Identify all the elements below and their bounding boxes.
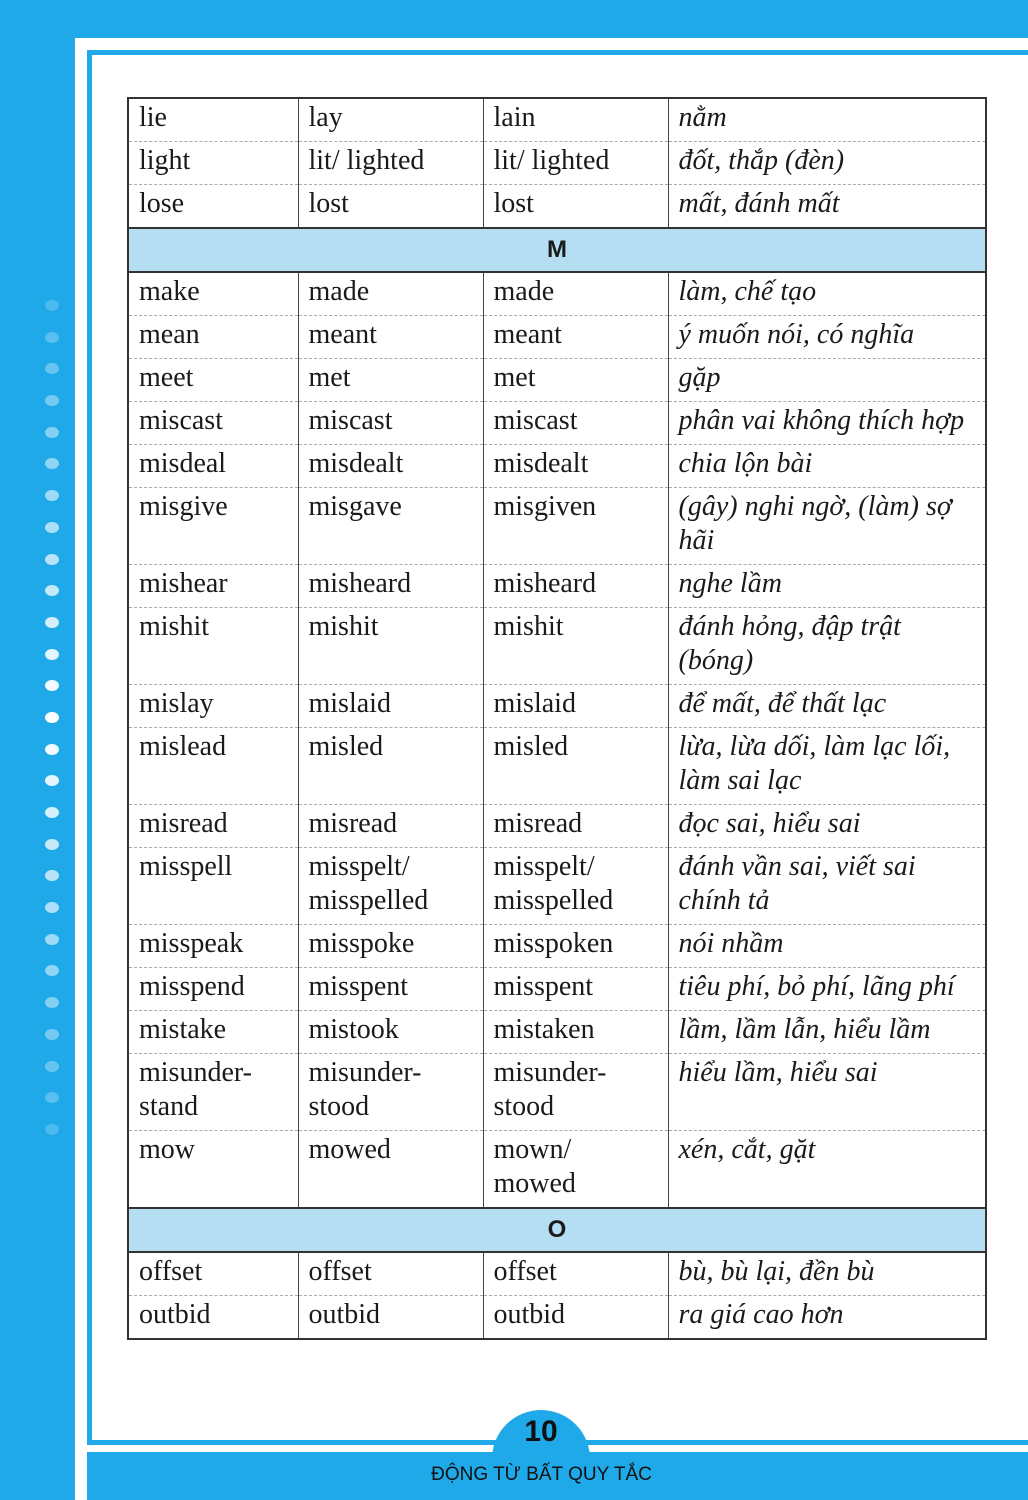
- past-participle-cell: met: [483, 359, 668, 402]
- dot-icon: [45, 1092, 59, 1103]
- table-row: [128, 316, 986, 359]
- dot-icon: [45, 1124, 59, 1135]
- dot-icon: [45, 775, 59, 786]
- dot-icon: [45, 680, 59, 691]
- base-form-cell: misread: [128, 805, 298, 848]
- dot-icon: [45, 617, 59, 628]
- base-form-cell: offset: [128, 1252, 298, 1296]
- table-row: [128, 272, 986, 316]
- table-row: [128, 488, 986, 565]
- base-form-cell: lie: [128, 98, 298, 142]
- past-participle-cell: lain: [483, 98, 668, 142]
- table-row: [128, 98, 986, 142]
- base-form-cell: mean: [128, 316, 298, 359]
- past-participle-cell: misheard: [483, 565, 668, 608]
- base-form-cell: mislay: [128, 685, 298, 728]
- decorative-dots: [45, 300, 61, 1156]
- table-row: [128, 1011, 986, 1054]
- dot-icon: [45, 744, 59, 755]
- past-simple-cell: mishit: [298, 608, 483, 685]
- past-participle-cell: mislaid: [483, 685, 668, 728]
- dot-icon: [45, 585, 59, 596]
- past-participle-cell: offset: [483, 1252, 668, 1296]
- past-participle-cell: misled: [483, 728, 668, 805]
- meaning-cell: mất, đánh mất: [668, 185, 986, 229]
- base-form-cell: light: [128, 142, 298, 185]
- base-form-cell: misgive: [128, 488, 298, 565]
- meaning-cell: tiêu phí, bỏ phí, lãng phí: [668, 968, 986, 1011]
- past-simple-cell: misgave: [298, 488, 483, 565]
- dot-icon: [45, 363, 59, 374]
- table-row: [128, 142, 986, 185]
- past-simple-cell: lit/ lighted: [298, 142, 483, 185]
- past-simple-cell: misled: [298, 728, 483, 805]
- dot-icon: [45, 427, 59, 438]
- table-row: [128, 685, 986, 728]
- table-row: [128, 848, 986, 925]
- base-form-cell: miscast: [128, 402, 298, 445]
- table-row: [128, 968, 986, 1011]
- past-simple-cell: mislaid: [298, 685, 483, 728]
- past-simple-cell: misread: [298, 805, 483, 848]
- base-form-cell: misspeak: [128, 925, 298, 968]
- dot-icon: [45, 934, 59, 945]
- meaning-cell: chia lộn bài: [668, 445, 986, 488]
- section-header-row: [128, 228, 986, 272]
- past-participle-cell: lost: [483, 185, 668, 229]
- past-simple-cell: misspelt/ misspelled: [298, 848, 483, 925]
- past-simple-cell: miscast: [298, 402, 483, 445]
- table-row: [128, 402, 986, 445]
- table-row: [128, 565, 986, 608]
- past-simple-cell: met: [298, 359, 483, 402]
- base-form-cell: outbid: [128, 1296, 298, 1340]
- table-row: [128, 805, 986, 848]
- page-number: 10: [524, 1415, 558, 1448]
- past-simple-cell: misdealt: [298, 445, 483, 488]
- past-participle-cell: miscast: [483, 402, 668, 445]
- past-participle-cell: misspelt/ misspelled: [483, 848, 668, 925]
- dot-icon: [45, 490, 59, 501]
- table-row: [128, 925, 986, 968]
- meaning-cell: nghe lầm: [668, 565, 986, 608]
- dot-icon: [45, 458, 59, 469]
- past-simple-cell: mowed: [298, 1131, 483, 1209]
- meaning-cell: ý muốn nói, có nghĩa: [668, 316, 986, 359]
- past-simple-cell: misheard: [298, 565, 483, 608]
- dot-icon: [45, 300, 59, 311]
- dot-icon: [45, 807, 59, 818]
- past-simple-cell: mistook: [298, 1011, 483, 1054]
- footer-title: ĐỘNG TỪ BẤT QUY TẮC: [431, 1464, 652, 1485]
- past-participle-cell: misunder-stood: [483, 1054, 668, 1131]
- base-form-cell: mow: [128, 1131, 298, 1209]
- past-simple-cell: misspent: [298, 968, 483, 1011]
- table-row: [128, 1252, 986, 1296]
- base-form-cell: make: [128, 272, 298, 316]
- dot-icon: [45, 1061, 59, 1072]
- base-form-cell: lose: [128, 185, 298, 229]
- dot-icon: [45, 332, 59, 343]
- base-form-cell: meet: [128, 359, 298, 402]
- past-participle-cell: mistaken: [483, 1011, 668, 1054]
- base-form-cell: misspell: [128, 848, 298, 925]
- meaning-cell: nói nhầm: [668, 925, 986, 968]
- table-row: [128, 1131, 986, 1209]
- meaning-cell: đánh vần sai, viết sai chính tả: [668, 848, 986, 925]
- table-row: [128, 608, 986, 685]
- section-header-row: [128, 1208, 986, 1252]
- table-row: [128, 445, 986, 488]
- meaning-cell: làm, chế tạo: [668, 272, 986, 316]
- table-row: [128, 1296, 986, 1340]
- past-participle-cell: mown/ mowed: [483, 1131, 668, 1209]
- meaning-cell: ra giá cao hơn: [668, 1296, 986, 1340]
- past-participle-cell: misread: [483, 805, 668, 848]
- base-form-cell: mislead: [128, 728, 298, 805]
- base-form-cell: misunder-stand: [128, 1054, 298, 1131]
- table-row: [128, 728, 986, 805]
- past-simple-cell: meant: [298, 316, 483, 359]
- dot-icon: [45, 395, 59, 406]
- past-participle-cell: misspent: [483, 968, 668, 1011]
- past-participle-cell: mishit: [483, 608, 668, 685]
- past-participle-cell: misdealt: [483, 445, 668, 488]
- past-simple-cell: lost: [298, 185, 483, 229]
- meaning-cell: (gây) nghi ngờ, (làm) sợ hãi: [668, 488, 986, 565]
- meaning-cell: xén, cắt, gặt: [668, 1131, 986, 1209]
- past-participle-cell: outbid: [483, 1296, 668, 1340]
- dot-icon: [45, 902, 59, 913]
- past-simple-cell: misunder-stood: [298, 1054, 483, 1131]
- dot-icon: [45, 839, 59, 850]
- past-simple-cell: misspoke: [298, 925, 483, 968]
- dot-icon: [45, 649, 59, 660]
- dot-icon: [45, 712, 59, 723]
- dot-icon: [45, 870, 59, 881]
- table-row: [128, 359, 986, 402]
- section-letter: O: [128, 1208, 986, 1252]
- meaning-cell: nằm: [668, 98, 986, 142]
- meaning-cell: gặp: [668, 359, 986, 402]
- base-form-cell: mishear: [128, 565, 298, 608]
- meaning-cell: đọc sai, hiểu sai: [668, 805, 986, 848]
- base-form-cell: mistake: [128, 1011, 298, 1054]
- irregular-verbs-table: [127, 97, 987, 1340]
- meaning-cell: lầm, lầm lẫn, hiểu lầm: [668, 1011, 986, 1054]
- past-participle-cell: lit/ lighted: [483, 142, 668, 185]
- section-letter: M: [128, 228, 986, 272]
- meaning-cell: phân vai không thích hợp: [668, 402, 986, 445]
- past-participle-cell: made: [483, 272, 668, 316]
- past-simple-cell: lay: [298, 98, 483, 142]
- base-form-cell: mishit: [128, 608, 298, 685]
- meaning-cell: đốt, thắp (đèn): [668, 142, 986, 185]
- meaning-cell: hiểu lầm, hiểu sai: [668, 1054, 986, 1131]
- dot-icon: [45, 554, 59, 565]
- past-participle-cell: meant: [483, 316, 668, 359]
- past-simple-cell: outbid: [298, 1296, 483, 1340]
- dot-icon: [45, 997, 59, 1008]
- base-form-cell: misspend: [128, 968, 298, 1011]
- meaning-cell: để mất, để thất lạc: [668, 685, 986, 728]
- dot-icon: [45, 1029, 59, 1040]
- past-simple-cell: offset: [298, 1252, 483, 1296]
- table-row: [128, 1054, 986, 1131]
- dot-icon: [45, 522, 59, 533]
- dot-icon: [45, 965, 59, 976]
- past-participle-cell: misgiven: [483, 488, 668, 565]
- meaning-cell: lừa, lừa dối, làm lạc lối, làm sai lạc: [668, 728, 986, 805]
- past-participle-cell: misspoken: [483, 925, 668, 968]
- meaning-cell: bù, bù lại, đền bù: [668, 1252, 986, 1296]
- past-simple-cell: made: [298, 272, 483, 316]
- base-form-cell: misdeal: [128, 445, 298, 488]
- table-row: [128, 185, 986, 229]
- meaning-cell: đánh hỏng, đập trật (bóng): [668, 608, 986, 685]
